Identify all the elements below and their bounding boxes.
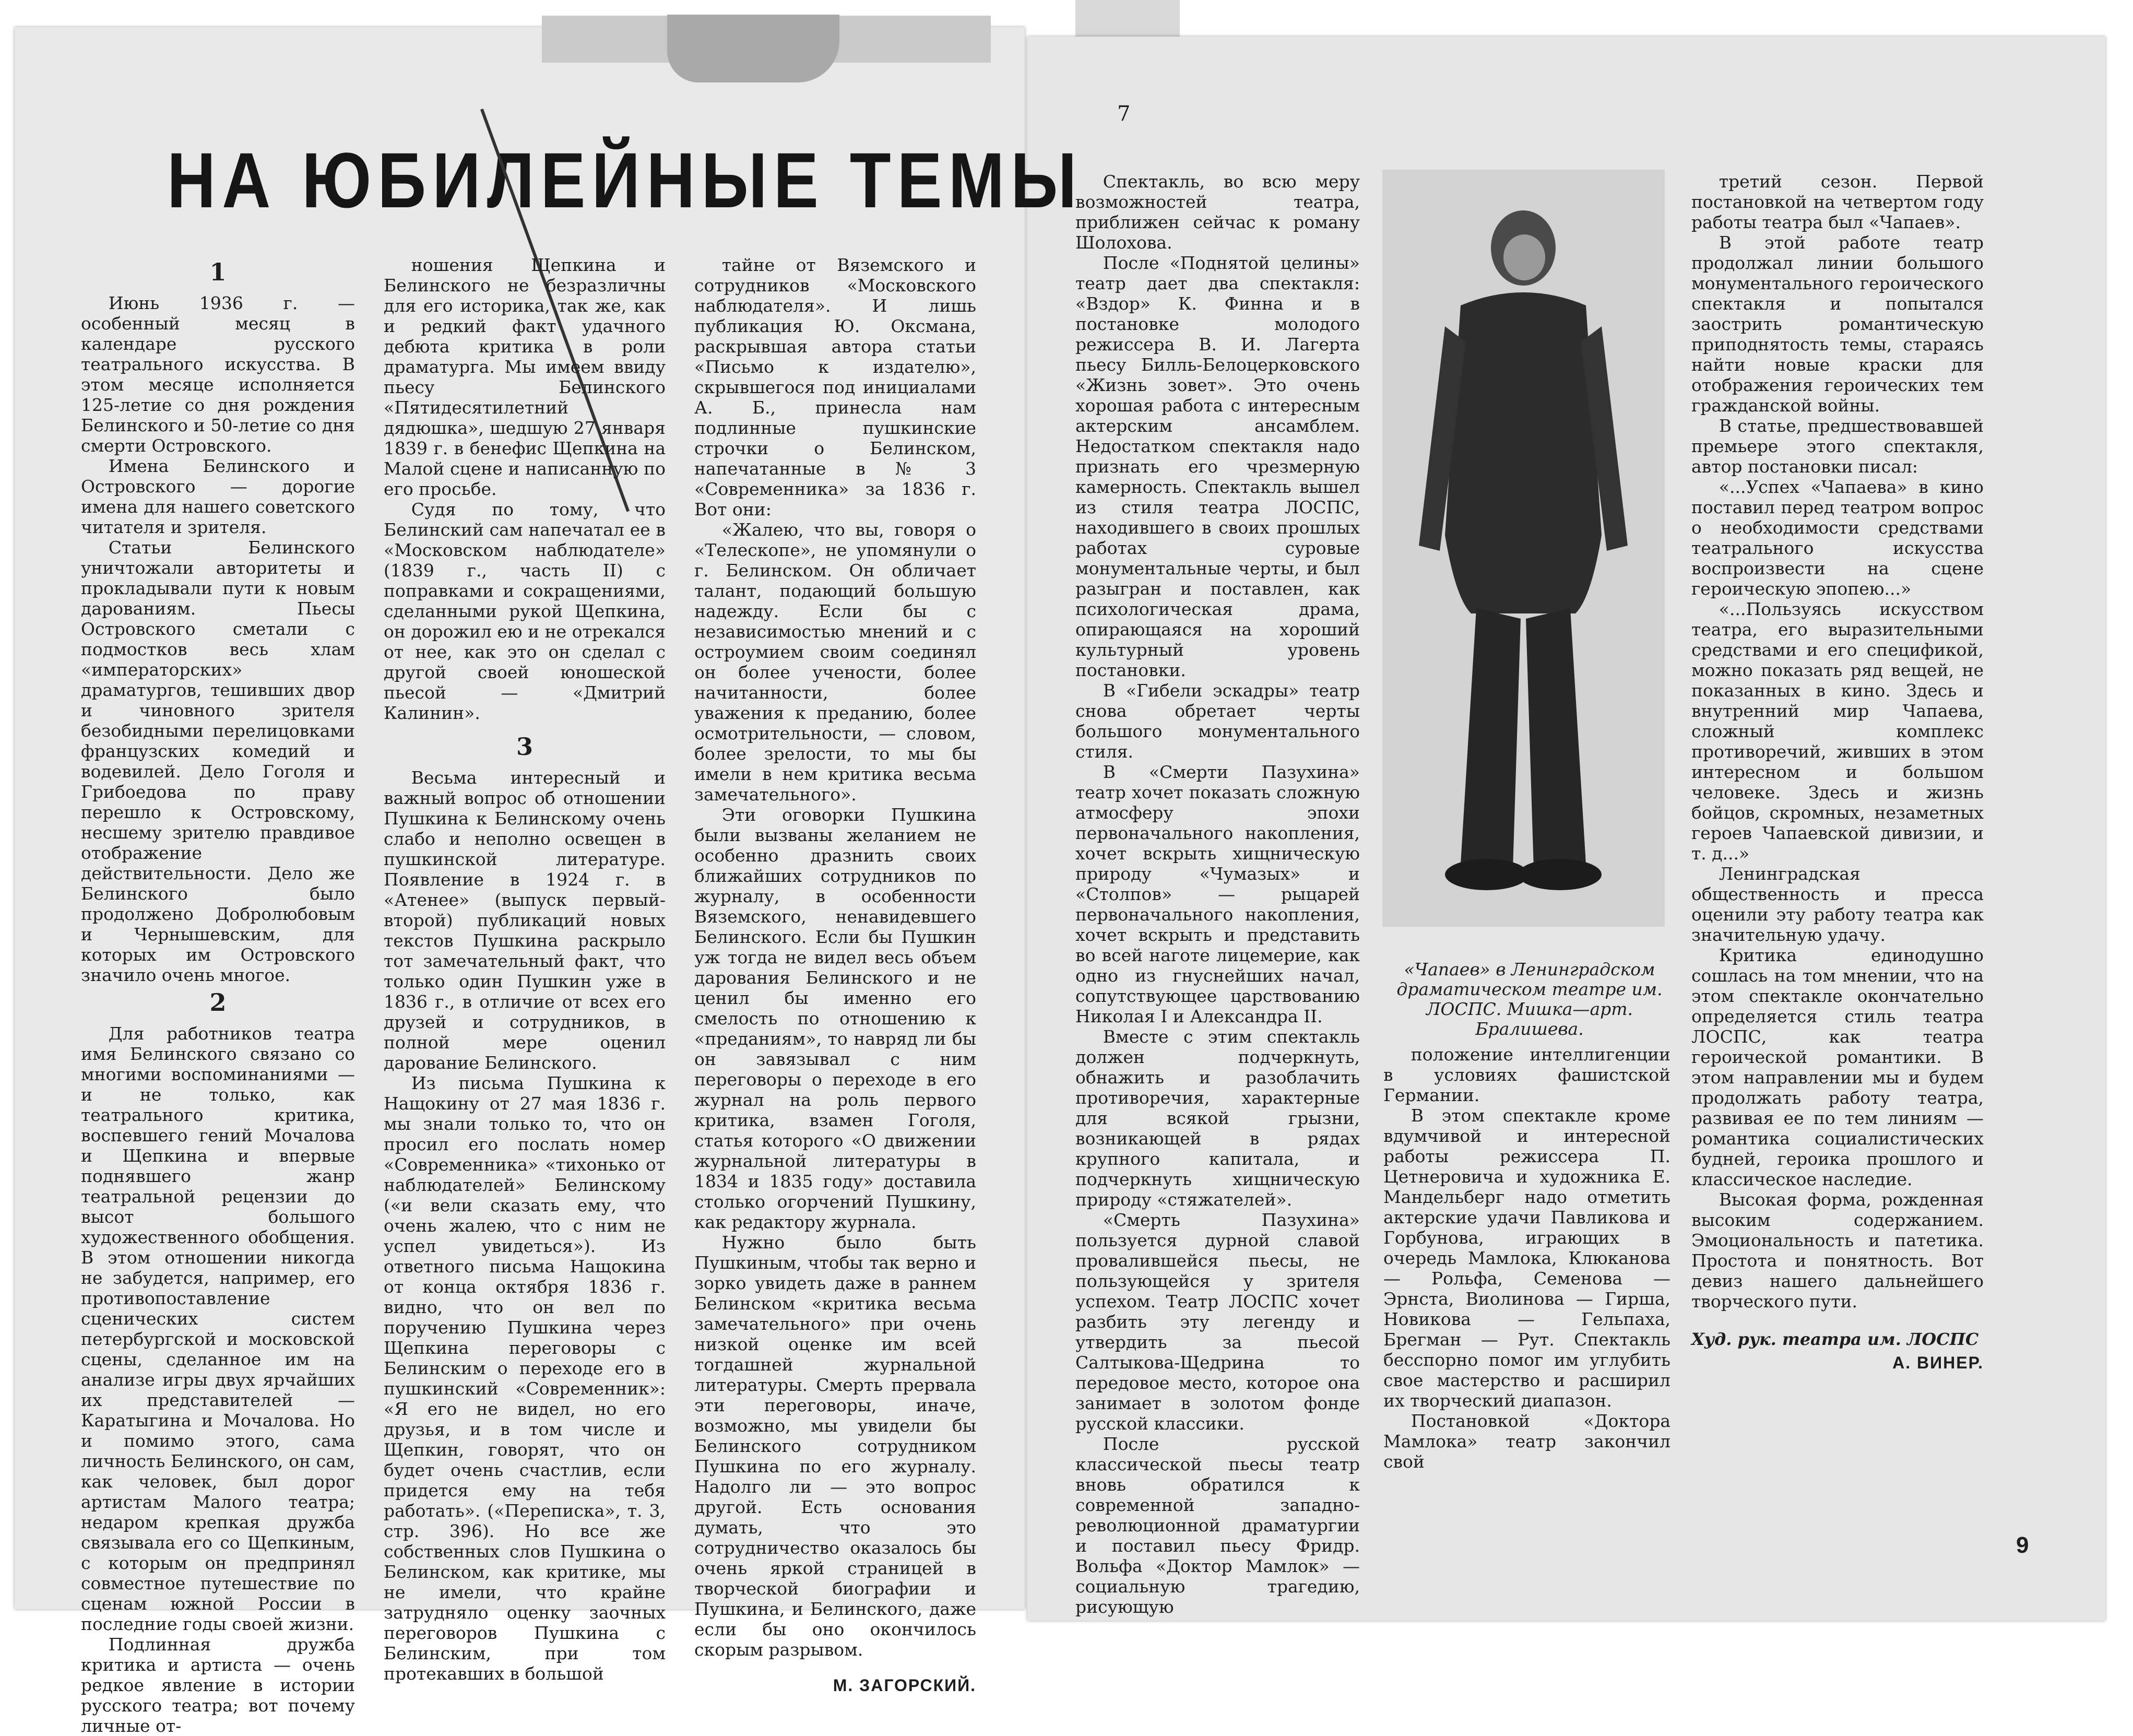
paragraph: Статьи Белинского уничтожали авторитеты и прокладывали пути к новым дарованиям. Пьесы Островского сметали с подмостков весь хлам «императорских» драматургов, тешивших двор и чиновного зрителя безобидными перелицовками французских комедий и водевилей. Дело Гоголя и Грибоедова по праву перешло к Островскому, несшему зрителю правдивое отображение действительности. Дело же Белинского было продолжено Добролюбовым и Чернышевским, для которых им Островского значило очень многое. xyxy=(81,537,355,985)
author-signature: А. ВИНЕР. xyxy=(1892,1353,1984,1372)
paragraph: положение интеллигенции в условиях фашистской Германии. xyxy=(1383,1044,1670,1105)
paragraph: Судя по тому, что Белинский сам напечатал ее в «Московском наблюдателе» (1839 г., часть II) с поправками и сокращениями, сделанными рукой Щепкина, он дорожил ею и не отрекался от нее, как это он сделал с другой своей юношеской пьесой — «Дмитрий Калинин». xyxy=(384,499,666,723)
article-column-5 xyxy=(1383,1044,1670,1472)
section-number: 3 xyxy=(516,733,533,761)
paragraph: В «Гибели эскадры» театр снова обретает черты большого монументального стиля. xyxy=(1075,680,1360,762)
article-column-1 xyxy=(81,255,355,1736)
article-column-4 xyxy=(1075,171,1360,1617)
paragraph: Нужно было быть Пушкиным, чтобы так верно и зорко увидеть даже в раннем Белинском «критика весьма замечательного» при очень низкой оценке им всей тогдашней журнальной литературы. Смерть прервала эти переговоры, иначе, возможно, мы увидели бы Белинского сотрудником Пушкина по его журналу. Надолго ли — это вопрос другой. Есть основания думать, что это сотрудничество оказалось бы очень яркой страницей в творческой биографии и Пушкина, и Белинского, даже если бы оно окончилось скорым разрывом. xyxy=(694,1232,976,1660)
paragraph: Июнь 1936 г. — особенный месяц в календаре русского театрального искусства. В этом месяце исполняется 125-летие со дня рождения Белинского и 50-летие со дня смерти Островского. xyxy=(81,293,355,456)
paragraph: Для работников театра имя Белинского связано со многими воспоминаниями — и не только, как театрального критика, воспевшего гений Мочалова и Щепкина и впервые поднявшего жанр театральной рецензии до высот большого художественного обобщения. В этом отношении никогда не забудется, например, его противопоставление сценических систем петербургской и московской сцены, сделанное им на анализе игры двух ярчайших их представителей — Каратыгина и Мочалова. Но и помимо этого, сама личность Белинского, он сам, как человек, был дорог артистам Малого театра; недаром крепкая дружба связывала его со Щепкиным, с которым он предпринял совместное путешествие по сценам южной России в последние годы своей жизни. xyxy=(81,1023,355,1634)
paragraph: Имена Белинского и Островского — дорогие имена для нашего советского читателя и зрителя. xyxy=(81,456,355,537)
page-number: 9 xyxy=(2016,1532,2029,1558)
paragraph: Весьма интересный и важный вопрос об отношении Пушкина к Белинскому очень слабо и неполно освещен в пушкинской литературе. Появление в 1924 г. в «Атенее» (выпуск первый-второй) публикаций новых текстов Пушкина раскрыло тот замечательный факт, что только один Пушкин уже в 1836 г., в отличие от всех его друзей и сотрудников, в полной мере оценил дарование Белинского. xyxy=(384,767,666,1073)
signature-role: Худ. рук. театра им. ЛОСПС xyxy=(1691,1329,1979,1349)
paragraph: В этой работе театр продолжал линии большого монументального героического спектакля и попытался заострить романтическую приподнятость темы, стараясь найти новые краски для отображения героических тем гражданской войны. xyxy=(1691,232,1984,416)
paragraph: «...Пользуясь искусством театра, его выразительными средствами и его спецификой, можно показать ряд вещей, не показанных в кино. Здесь и внутренний мир Чапаева, сложный комплекс противоречий, живших в этом интересном и большом человеке. Здесь и жизнь бойцов, скромных, незаметных героев Чапаевской дивизии, и т. д...» xyxy=(1691,599,1984,864)
paragraph: Из письма Пушкина к Нащокину от 27 мая 1836 г. мы знали только то, что он просил его послать номер «Современника» «тихонько от наблюдателей» Белинскому («и вели сказать ему, что очень жалею, что с ним не успел увидеться»). Из ответного письма Нащокина от конца октября 1836 г. видно, что он вел по поручению Пушкина через Щепкина переговоры с Белинским о переходе его в пушкинский «Современник»: «Я его не видел, но его друзья, и в том числе и Щепкин, говорят, что он будет очень счастлив, если придется ему на тебя работать». («Переписка», т. 3, стр. 396). Но все же собственных слов Пушкина о Белинском, как критике, мы не имели, что крайне затрудняло оценку заочных переговоров Пушкина с Белинским, при том протекавших в большой xyxy=(384,1073,666,1684)
actor-photo xyxy=(1382,170,1665,927)
paragraph: В статье, предшествовавшей премьере этого спектакля, автор постановки писал: xyxy=(1691,416,1984,477)
paragraph: В этом спектакле кроме вдумчивой и интересной работы режиссера П. Цетнеровича и художника Е. Мандельберг надо отметить актерские удачи Павликова и Горбунова, играющих в очередь Мамлока, Клюканова — Рольфа, Семенова — Эрнста, Виолинова — Гирша, Новикова — Гельпаха, Брегман — Рут. Спектакль бесспорно помог им углубить свое мастерство и расширил их творческий диапазон. xyxy=(1383,1105,1670,1411)
paragraph: После русской классической пьесы театр вновь обратился к современной западно-революционной драматургии и поставил пьесу Фридр. Вольфа «Доктор Мамлок» — социальную трагедию, рисующую xyxy=(1075,1434,1360,1617)
paragraph: В «Смерти Пазухина» театр хочет показать сложную атмосферу эпохи первоначального накопления, хочет вскрыть хищническую природу «Чумазых» и «Столпов» — рыцарей первоначального накопления, хочет вскрыть и представить во всей наготе лицемерие, как одно из гнуснейших начал, сопутствующее царствованию Николая I и Александра II. xyxy=(1075,762,1360,1026)
paragraph: Ленинградская общественность и пресса оценили эту работу театра как значительную удачу. xyxy=(1691,864,1984,945)
scan-scrap xyxy=(1075,0,1180,37)
section-number: 1 xyxy=(209,258,227,286)
margin-mark: 7 xyxy=(1117,102,1131,126)
author-signature: М. ЗАГОРСКИЙ. xyxy=(833,1676,976,1695)
paragraph: После «Поднятой целины» театр дает два спектакля: «Вздор» К. Финна и в постановке молодого режиссера В. И. Лагерта пьесу Билль-Белоцерковского «Жизнь зовет». Это очень хорошая работа с интересным актерским ансамблем. Недостатком спектакля надо признать его чрезмерную камерность. Спектакль вышел из стиля театра ЛОСПС, находившего в своих прошлых работах суровые монументальные черты, и был разыгран и поставлен, как психологическая драма, опирающаяся на хороший культурный уровень постановки. xyxy=(1075,253,1360,680)
paragraph: «Жалею, что вы, говоря о «Телескопе», не упомянули о г. Белинском. Он обличает талант, подающий большую надежду. Если бы с независимостью мнений и с остроумием своим соединял он более учености, более начитанности, более уважения к преданию, более осмотрительности, — словом, более зрелости, то мы бы имели в нем критика весьма замечательного». xyxy=(694,519,976,805)
paragraph: Подлинная дружба критика и артиста — очень редкое явление в истории русского театра; вот почему личные от- xyxy=(81,1634,355,1736)
paragraph: Эти оговорки Пушкина были вызваны желанием не особенно дразнить своих ближайших сотрудников по журналу, в особенности Вяземского, ненавидевшего Белинского. Если бы Пушкин уж тогда не видел весь объем дарования Белинского и не ценил бы именно его смелость по отношению к «преданиям», то навряд ли бы он завязывал с ним переговоры о переходе в его журнал на роль первого критика, взамен Гоголя, статья которого «О движении журнальной литературы в 1834 и 1835 году» доставила столько огорчений Пушкину, как редактору журнала. xyxy=(694,805,976,1232)
paragraph: Высокая форма, рожденная высоким содержанием. Эмоциональность и патетика. Простота и понятность. Вот девиз нашего дальнейшего творческого пути. xyxy=(1691,1189,1984,1312)
chapaev-figure-image xyxy=(1382,170,1665,927)
photo-caption: «Чапаев» в Ленинградском драматическом театре им. ЛОСПС. Мишка—арт. Бралишева. xyxy=(1396,959,1663,1039)
paragraph: Вместе с этим спектакль должен подчеркнуть, обнажить и разоблачить противоречия, характерные для всякой грызни, возникающей в рядах крупного капитала, и подчеркнуть хищническую природу «стяжателей». xyxy=(1075,1026,1360,1210)
paragraph: «...Успех «Чапаева» в кино поставил перед театром вопрос о необходимости средствами театрального искусства воспроизвести на сцене героическую эпопею...» xyxy=(1691,477,1984,599)
article-column-6 xyxy=(1691,171,1984,1373)
paragraph: Критика единодушно сошлась на том мнении, что на этом спектакле окончательно определяется стиль театра ЛОСПС, как театра героической романтики. В этом направлении мы и будем продолжать работу театра, развивая ее по тем линиям — романтика социалистических будней, героика прошлого и классическое наследие. xyxy=(1691,945,1984,1189)
section-number: 2 xyxy=(209,988,227,1017)
page-title: НА ЮБИЛЕЙНЫЕ ТЕМЫ xyxy=(167,136,1083,224)
paragraph: ношения Щепкина и Белинского не безразличны для его историка, так же, как и редкий факт удачного дебюта критика в роли драматурга. Мы имеем ввиду пьесу Белинского «Пятидесятилетний дядюшка», шедшую 27 января 1839 г. в бенефис Щепкина на Малой сцене и написанную по его просьбе. xyxy=(384,255,666,499)
torn-dark-patch xyxy=(667,15,839,82)
article-column-3 xyxy=(694,255,976,1696)
paragraph: «Смерть Пазухина» пользуется дурной славой провалившейся пьесы, не пользующейся у зрителя успехом. Театр ЛОСПС хочет разбить эту легенду и утвердить за пьесой Салтыкова-Щедрина то передовое место, которое она занимает в золотом фонде русской классики. xyxy=(1075,1210,1360,1434)
paragraph: Спектакль, во всю меру возможностей театра, приближен сейчас к роману Шолохова. xyxy=(1075,171,1360,253)
paragraph: тайне от Вяземского и сотрудников «Московского наблюдателя». И лишь публикация Ю. Оксмана, раскрывшая автора статьи «Письмо к издателю», скрывшегося под инициалами А. Б., принесла нам подлинные пушкинские строчки о Белинском, напечатанные в № 3 «Современника» за 1836 г. Вот они: xyxy=(694,255,976,519)
paragraph: третий сезон. Первой постановкой на четвертом году работы театра был «Чапаев». xyxy=(1691,171,1984,232)
article-column-2 xyxy=(384,255,666,1684)
paragraph: Постановкой «Доктора Мамлока» театр закончил свой xyxy=(1383,1411,1670,1472)
